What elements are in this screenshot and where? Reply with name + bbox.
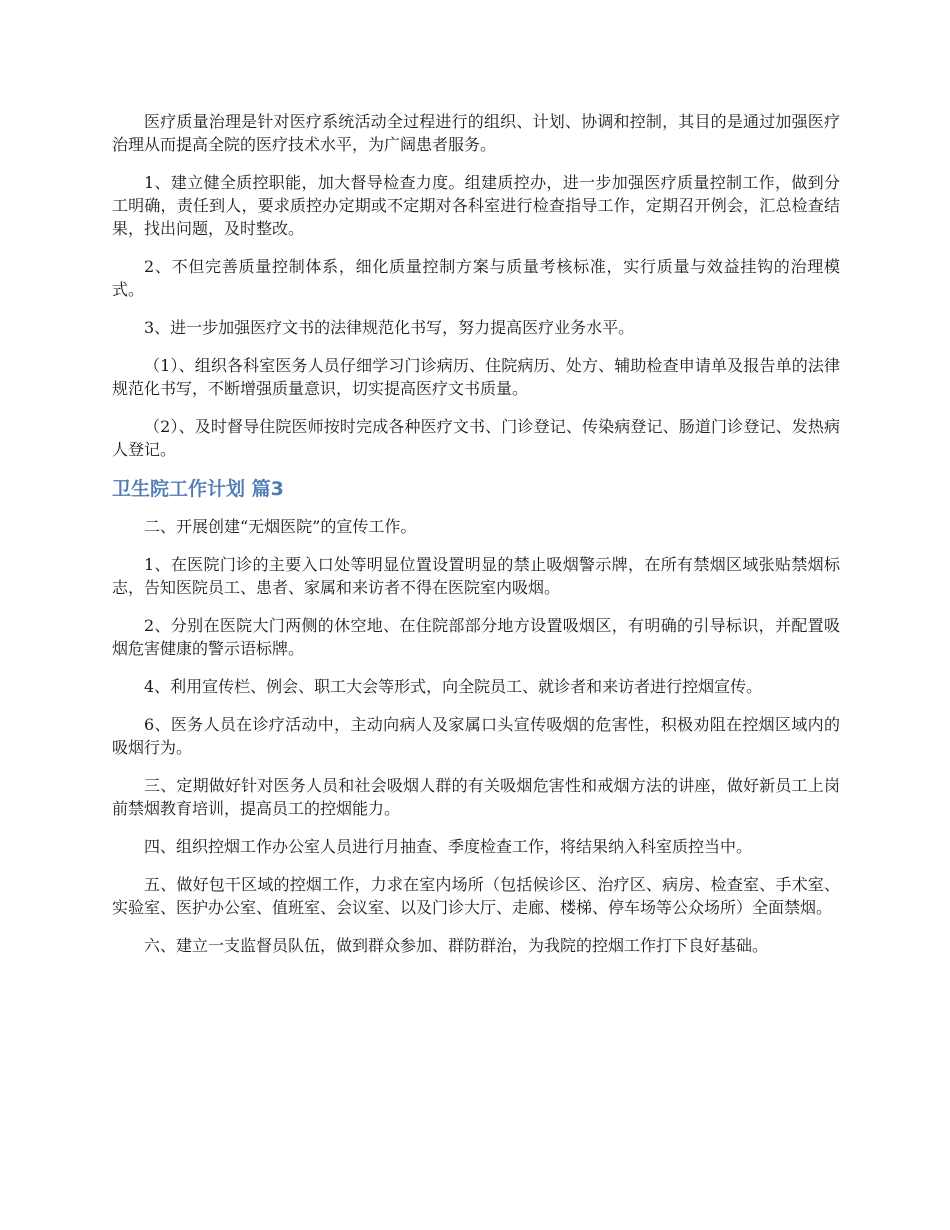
paragraph-subitem-2: （2）、及时督导住院医师按时完成各种医疗文书、门诊登记、传染病登记、肠道门诊登记、发热病人登记。 bbox=[112, 417, 840, 459]
paragraph-smoking-4: 4、利用宣传栏、例会、职工大会等形式，向全院员工、就诊者和来访者进行控烟宣传。 bbox=[144, 677, 763, 696]
paragraph-item-3: 3、进一步加强医疗文书的法律规范化书写，努力提高医疗业务水平。 bbox=[144, 318, 635, 337]
paragraph-section-2: 二、开展创建“无烟医院”的宣传工作。 bbox=[144, 517, 417, 536]
section-heading: 卫生院工作计划 篇3 bbox=[112, 478, 284, 500]
paragraph-smoking-1: 1、在医院门诊的主要入口处等明显位置设置明显的禁止吸烟警示牌，在所有禁烟区域张贴禁烟标志，告知医院员工、患者、家属和来访者不得在医院室内吸烟。 bbox=[112, 555, 840, 597]
paragraph-section-6: 六、建立一支监督员队伍，做到群众参加、群防群治，为我院的控烟工作打下良好基础。 bbox=[144, 936, 769, 955]
paragraph-smoking-2: 2、分别在医院大门两侧的休空地、在住院部部分地方设置吸烟区，有明确的引导标识，并配置吸烟危害健康的警示语标牌。 bbox=[112, 616, 840, 658]
paragraph-section-5: 五、做好包干区域的控烟工作，力求在室内场所（包括候诊区、治疗区、病房、检查室、手术室、实验室、医护办公室、值班室、会议室、以及门诊大厅、走廊、楼梯、停车场等公众场所）全面禁烟。 bbox=[112, 875, 840, 917]
document-page bbox=[112, 110, 840, 972]
paragraph-intro: 医疗质量治理是针对医疗系统活动全过程进行的组织、计划、协调和控制，其目的是通过加强医疗治理从而提高全院的医疗技术水平，为广阔患者服务。 bbox=[112, 112, 840, 154]
paragraph-smoking-6: 6、医务人员在诊疗活动中，主动向病人及家属口头宣传吸烟的危害性，积极劝阻在控烟区域内的吸烟行为。 bbox=[112, 715, 840, 757]
paragraph-section-4: 四、组织控烟工作办公室人员进行月抽查、季度检查工作，将结果纳入科室质控当中。 bbox=[144, 837, 753, 856]
paragraph-subitem-1: （1）、组织各科室医务人员仔细学习门诊病历、住院病历、处方、辅助检查申请单及报告单的法律规范化书写，不断增强质量意识，切实提高医疗文书质量。 bbox=[112, 356, 840, 398]
paragraph-item-1: 1、建立健全质控职能，加大督导检查力度。组建质控办，进一步加强医疗质量控制工作，做到分工明确，责任到人，要求质控办定期或不定期对各科室进行检查指导工作，定期召开例会，汇总检查结果，找出问题，及时整改。 bbox=[112, 173, 840, 238]
paragraph-item-2: 2、不但完善质量控制体系，细化质量控制方案与质量考核标准，实行质量与效益挂钩的治理模式。 bbox=[112, 257, 840, 299]
paragraph-section-3: 三、定期做好针对医务人员和社会吸烟人群的有关吸烟危害性和戒烟方法的讲座，做好新员工上岗前禁烟教育培训，提高员工的控烟能力。 bbox=[112, 776, 840, 818]
